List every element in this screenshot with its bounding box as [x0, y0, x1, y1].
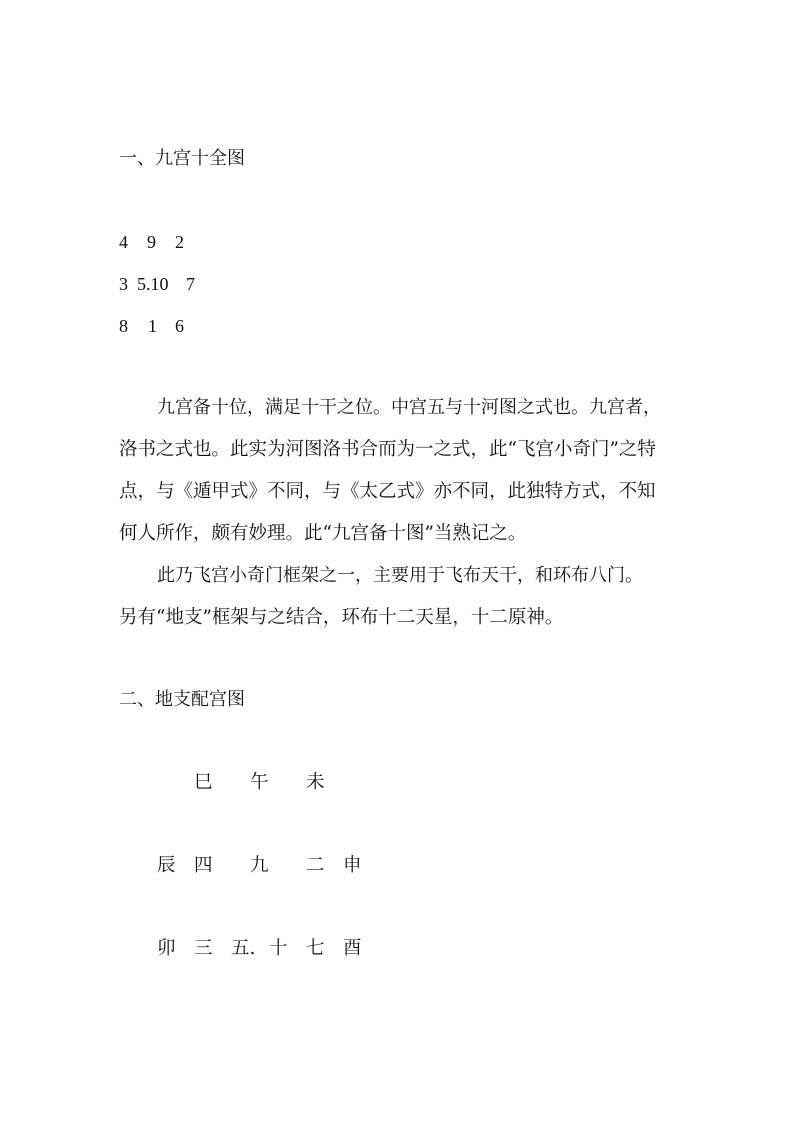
branch-cell: 三 [194, 938, 213, 959]
grid-cell: 3 [119, 274, 128, 294]
section2-heading: 二、地支配宫图 [119, 689, 245, 710]
branch-cell: 酉 [343, 938, 362, 959]
branch-cell: 二 [306, 855, 325, 876]
grid-cell: 2 [175, 232, 184, 252]
branch-cell: 巳 [194, 772, 213, 793]
grid-row-2 [119, 272, 319, 296]
branch-cell: 申 [343, 855, 362, 876]
paragraph2-line-1: 此乃飞宫小奇门框架之一，主要用于飞布天干，和环布八门。 [157, 565, 643, 586]
paragraph2-line-2: 另有“地支”框架与之结合，环布十二天星，十二原神。 [119, 607, 564, 628]
paragraph1-line-1: 九宫备十位，满足十干之位。中宫五与十河图之式也。九宫者， [157, 397, 661, 418]
branch-cell: 卯 [157, 938, 176, 959]
grid-cell: 1 [148, 316, 157, 336]
branch-cell: 午 [250, 772, 269, 793]
section1-heading: 一、九宫十全图 [119, 148, 245, 169]
grid-cell: 7 [186, 274, 195, 294]
grid-cell: 4 [119, 232, 128, 252]
branch-cell: 四 [194, 855, 213, 876]
branch-cell: 辰 [157, 855, 176, 876]
branch-row-2 [0, 854, 793, 878]
grid-cell: 5.10 [137, 274, 169, 294]
branch-cell: 未 [306, 772, 325, 793]
paragraph1-line-4: 何人所作，颇有妙理。此“九宫备十图”当熟记之。 [119, 523, 527, 544]
grid-cell: 8 [119, 316, 128, 336]
grid-row-3 [119, 314, 319, 338]
branch-row-3 [0, 937, 793, 961]
branch-cell: 十 [269, 938, 288, 959]
paragraph1-line-2: 洛书之式也。此实为河图洛书合而为一之式，此“飞宫小奇门”之特 [119, 439, 656, 460]
grid-row-1 [119, 230, 319, 254]
grid-cell: 9 [147, 232, 156, 252]
branch-row-1 [0, 771, 793, 795]
branch-cell: 五. [231, 938, 256, 959]
grid-cell: 6 [175, 316, 184, 336]
paragraph1-line-3: 点，与《遁甲式》不同，与《太乙式》亦不同，此独特方式，不知 [119, 481, 656, 502]
branch-cell: 九 [250, 855, 269, 876]
branch-cell: 七 [306, 938, 325, 959]
